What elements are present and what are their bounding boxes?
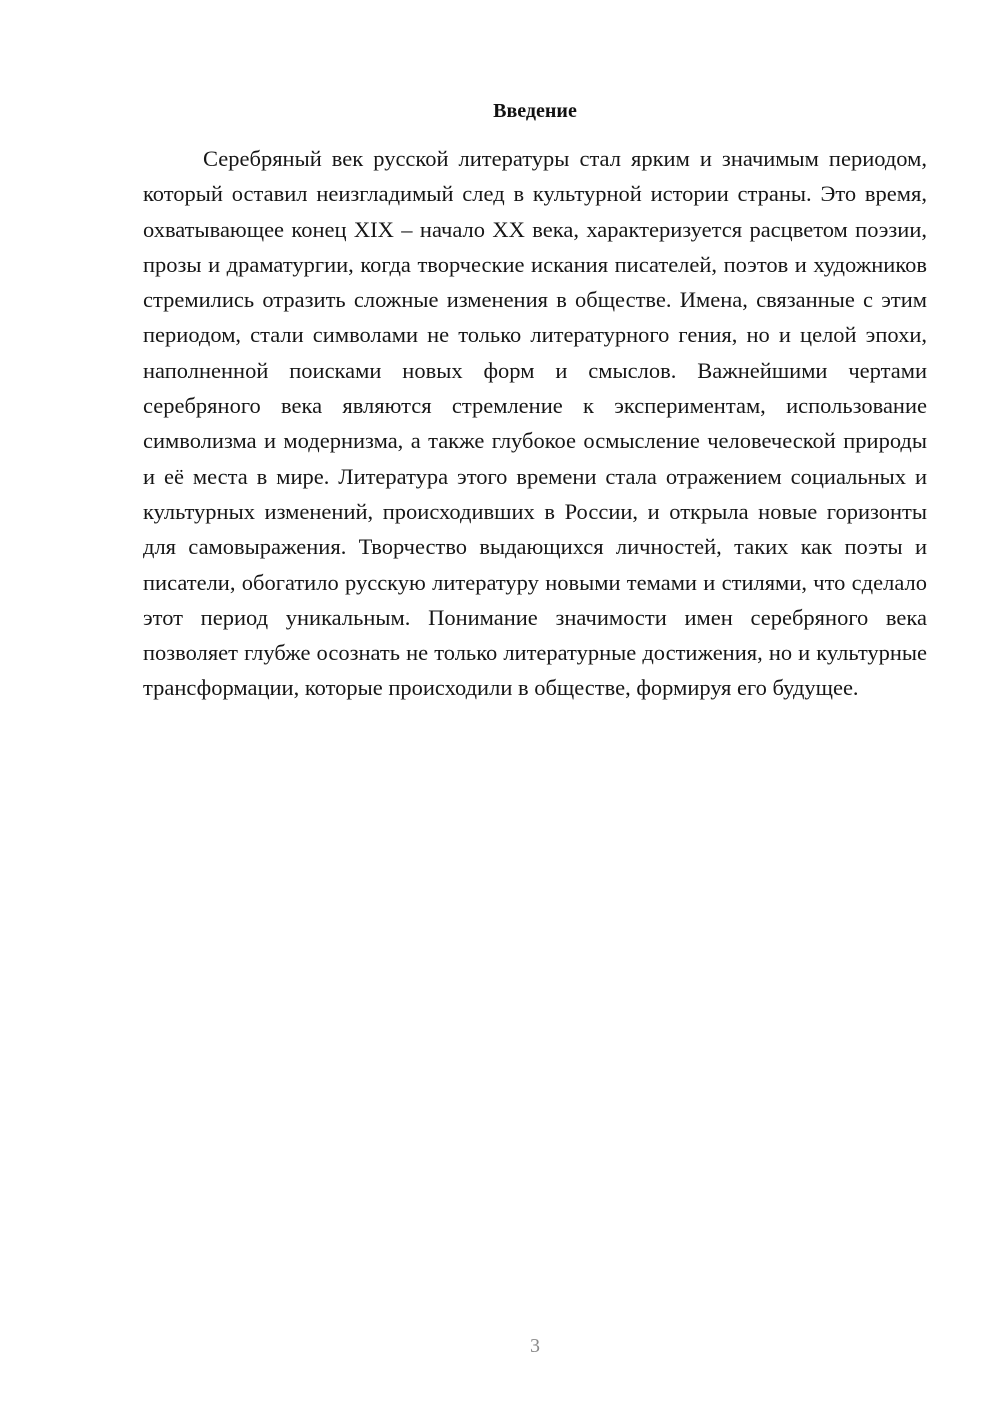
- page-number: 3: [530, 1335, 540, 1357]
- intro-paragraph: Серебряный век русской литературы стал ярким и значимым периодом, который оставил неизгладимый след в культурной истории страны. Это время, охватывающее конец XIX – начало XX века, характеризуется расцветом поэзии, прозы и драматургии, когда творческие искания писателей, поэтов и художников стремились отразить сложные изменения в обществе. Имена, связанные с этим периодом, стали символами не только литературного гения, но и целой эпохи, наполненной поисками новых форм и смыслов. Важнейшими чертами серебряного века являются стремление к экспериментам, использование символизма и модернизма, а также глубокое осмысление человеческой природы и её места в мире. Литература этого времени стала отражением социальных и культурных изменений, происходивших в России, и открыла новые горизонты для самовыражения. Творчество выдающихся личностей, таких как поэты и писатели, обогатило русскую литературу новыми темами и стилями, что сделало этот период уникальным. Понимание значимости имен серебряного века позволяет глубже осознать не только литературные достижения, но и культурные трансформации, которые происходили в обществе, формируя его будущее.: [143, 146, 927, 701]
- section-heading: Введение: [493, 100, 577, 122]
